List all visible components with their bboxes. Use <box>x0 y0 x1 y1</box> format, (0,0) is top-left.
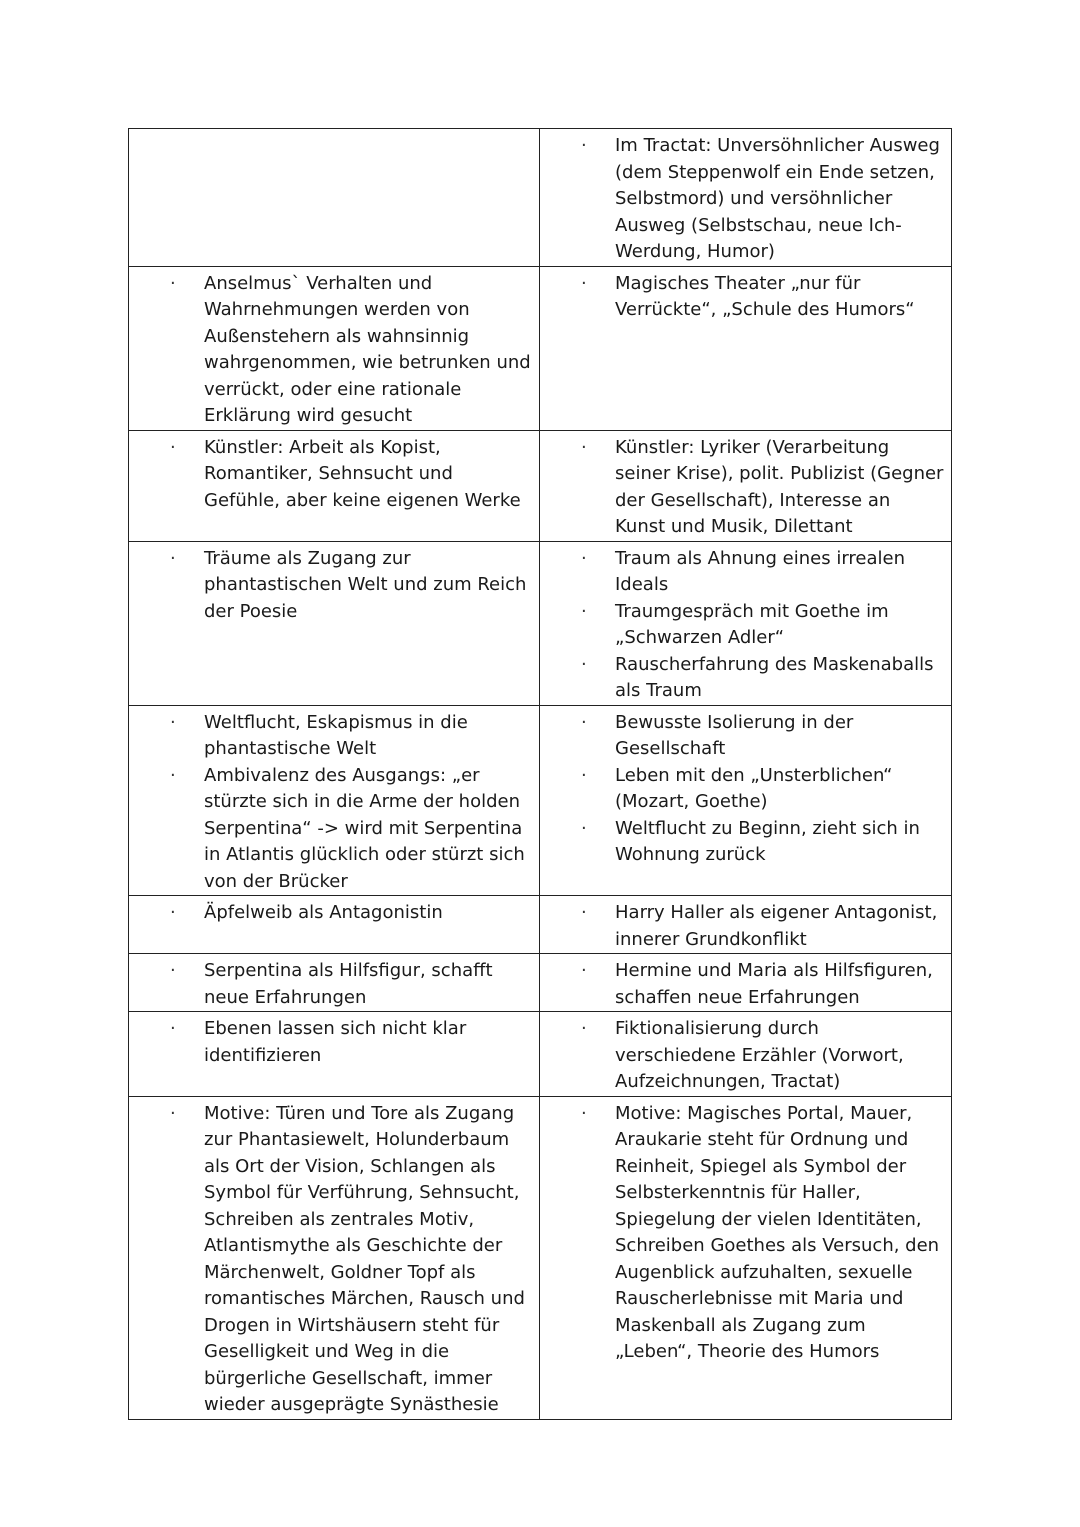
table-row <box>129 266 952 430</box>
table-row <box>129 896 952 954</box>
right-cell <box>540 1012 952 1097</box>
bullet-item: · Bewusste Isolierung in der Gesellschaft <box>540 710 945 763</box>
left-cell <box>129 954 540 1012</box>
bullet-item: · Anselmus` Verhalten und Wahrnehmungen werden von Außenstehern als wahnsinnig wahrgenommen, wie betrunken und verrückt, oder eine rationale Erklärung wird gesucht <box>129 271 533 430</box>
left-cell <box>129 896 540 954</box>
table-row <box>129 705 952 896</box>
left-cell <box>129 705 540 896</box>
bullet-item: · Ebenen lassen sich nicht klar identifizieren <box>129 1016 533 1069</box>
bullet-item: · Rauscherfahrung des Maskenaballs als Traum <box>540 652 945 705</box>
table-row <box>129 430 952 541</box>
right-cell <box>540 954 952 1012</box>
right-cell <box>540 129 952 267</box>
right-cell <box>540 1096 952 1419</box>
left-cell <box>129 430 540 541</box>
bullet-item: · Träume als Zugang zur phantastischen Welt und zum Reich der Poesie <box>129 546 533 626</box>
right-cell <box>540 266 952 430</box>
bullet-item: · Künstler: Lyriker (Verarbeitung seiner Krise), polit. Publizist (Gegner der Gesellschaft), Interesse an Kunst und Musik, Dilettant <box>540 435 945 541</box>
left-cell <box>129 1096 540 1419</box>
table-row <box>129 1096 952 1419</box>
bullet-item: · Fiktionalisierung durch verschiedene Erzähler (Vorwort, Aufzeichnungen, Tractat) <box>540 1016 945 1096</box>
bullet-item: · Äpfelweib als Antagonistin <box>129 900 533 927</box>
bullet-item: · Im Tractat: Unversöhnlicher Ausweg (dem Steppenwolf ein Ende setzen, Selbstmord) und versöhnlicher Ausweg (Selbstschau, neue Ich-Werdung, Humor) <box>540 133 945 266</box>
comparison-table <box>128 128 952 1420</box>
bullet-item: · Hermine und Maria als Hilfsfiguren, schaffen neue Erfahrungen <box>540 958 945 1011</box>
bullet-item: · Serpentina als Hilfsfigur, schafft neue Erfahrungen <box>129 958 533 1011</box>
bullet-item: · Traum als Ahnung eines irrealen Ideals <box>540 546 945 599</box>
right-cell <box>540 541 952 705</box>
left-cell <box>129 129 540 267</box>
bullet-item: · Ambivalenz des Ausgangs: „er stürzte sich in die Arme der holden Serpentina“ -> wird mit Serpentina in Atlantis glücklich oder stürzt sich von der Brücker <box>129 763 533 896</box>
bullet-item: · Magisches Theater „nur für Verrückte“, „Schule des Humors“ <box>540 271 945 324</box>
bullet-item: · Künstler: Arbeit als Kopist, Romantiker, Sehnsucht und Gefühle, aber keine eigenen Werke <box>129 435 533 515</box>
bullet-item: · Traumgespräch mit Goethe im „Schwarzen Adler“ <box>540 599 945 652</box>
right-cell <box>540 896 952 954</box>
bullet-item: · Leben mit den „Unsterblichen“ (Mozart, Goethe) <box>540 763 945 816</box>
left-cell <box>129 266 540 430</box>
left-cell <box>129 1012 540 1097</box>
bullet-item: · Motive: Türen und Tore als Zugang zur Phantasiewelt, Holunderbaum als Ort der Vision, Schlangen als Symbol für Verführung, Sehnsucht, Schreiben als zentrales Motiv, Atlantismythe als Geschichte der Märchenwelt, Goldner Topf als romantisches Märchen, Rausch und Drogen in Wirtshäusern steht für Geselligkeit und Weg in die bürgerliche Gesellschaft, immer wieder ausgeprägte Synästhesie <box>129 1101 533 1419</box>
bullet-item: · Motive: Magisches Portal, Mauer, Araukarie steht für Ordnung und Reinheit, Spiegel als Symbol der Selbsterkenntnis für Haller, Spiegelung der vielen Identitäten, Schreiben Goethes als Versuch, den Augenblick aufzuhalten, sexuelle Rauscherlebnisse mit Maria und Maskenball als Zugang zum „Leben“, Theorie des Humors <box>540 1101 945 1366</box>
bullet-item: · Weltflucht, Eskapismus in die phantastische Welt <box>129 710 533 763</box>
table-row <box>129 541 952 705</box>
left-cell <box>129 541 540 705</box>
bullet-item: · Harry Haller als eigener Antagonist, innerer Grundkonflikt <box>540 900 945 953</box>
right-cell <box>540 705 952 896</box>
bullet-item: · Weltflucht zu Beginn, zieht sich in Wohnung zurück <box>540 816 945 869</box>
table-row <box>129 129 952 267</box>
table-row <box>129 1012 952 1097</box>
right-cell <box>540 430 952 541</box>
table-row <box>129 954 952 1012</box>
